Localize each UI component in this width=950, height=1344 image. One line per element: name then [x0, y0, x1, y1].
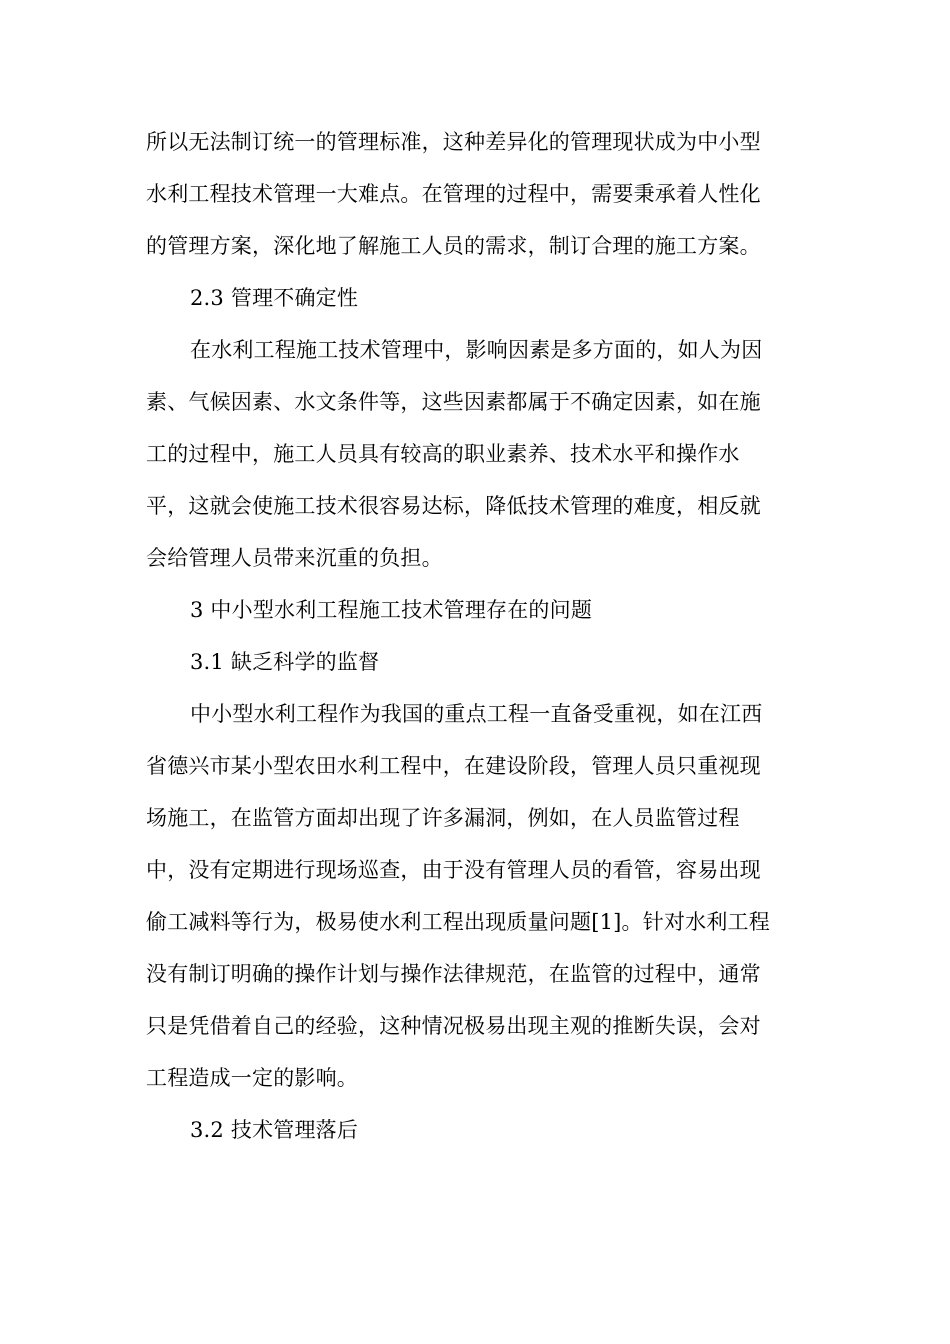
paragraph-line: 会给管理人员带来沉重的负担。 [146, 546, 443, 570]
section-heading-3-2: 3.2 技术管理落后 [190, 1118, 359, 1142]
paragraph-line: 水利工程技术管理一大难点。在管理的过程中，需要秉承着人性化 [146, 182, 761, 206]
paragraph-line: 省德兴市某小型农田水利工程中，在建设阶段，管理人员只重视现 [146, 754, 761, 778]
paragraph-line: 所以无法制订统一的管理标准，这种差异化的管理现状成为中小型 [146, 130, 761, 154]
paragraph-line: 场施工，在监管方面却出现了许多漏洞，例如，在人员监管过程 [146, 806, 740, 830]
paragraph-line: 中，没有定期进行现场巡查，由于没有管理人员的看管，容易出现 [146, 858, 761, 882]
section-heading-3: 3 中小型水利工程施工技术管理存在的问题 [190, 598, 593, 622]
paragraph-line: 偷工减料等行为，极易使水利工程出现质量问题[1]。针对水利工程 [146, 910, 770, 934]
section-heading-3-1: 3.1 缺乏科学的监督 [190, 650, 380, 674]
paragraph-line: 中小型水利工程作为我国的重点工程一直备受重视，如在江西 [190, 702, 763, 726]
paragraph-line: 素、气候因素、水文条件等，这些因素都属于不确定因素，如在施 [146, 390, 761, 414]
section-heading-2-3: 2.3 管理不确定性 [190, 286, 359, 310]
paragraph-line: 平，这就会使施工技术很容易达标，降低技术管理的难度，相反就 [146, 494, 761, 518]
document-body [146, 116, 801, 1156]
paragraph-line: 工程造成一定的影响。 [146, 1066, 358, 1090]
paragraph-line: 在水利工程施工技术管理中，影响因素是多方面的，如人为因 [190, 338, 763, 362]
paragraph-line: 只是凭借着自己的经验，这种情况极易出现主观的推断失误，会对 [146, 1014, 761, 1038]
paragraph-line: 的管理方案，深化地了解施工人员的需求，制订合理的施工方案。 [146, 234, 761, 258]
paragraph-line: 工的过程中，施工人员具有较高的职业素养、技术水平和操作水 [146, 442, 740, 466]
paragraph-line: 没有制订明确的操作计划与操作法律规范，在监管的过程中，通常 [146, 962, 761, 986]
